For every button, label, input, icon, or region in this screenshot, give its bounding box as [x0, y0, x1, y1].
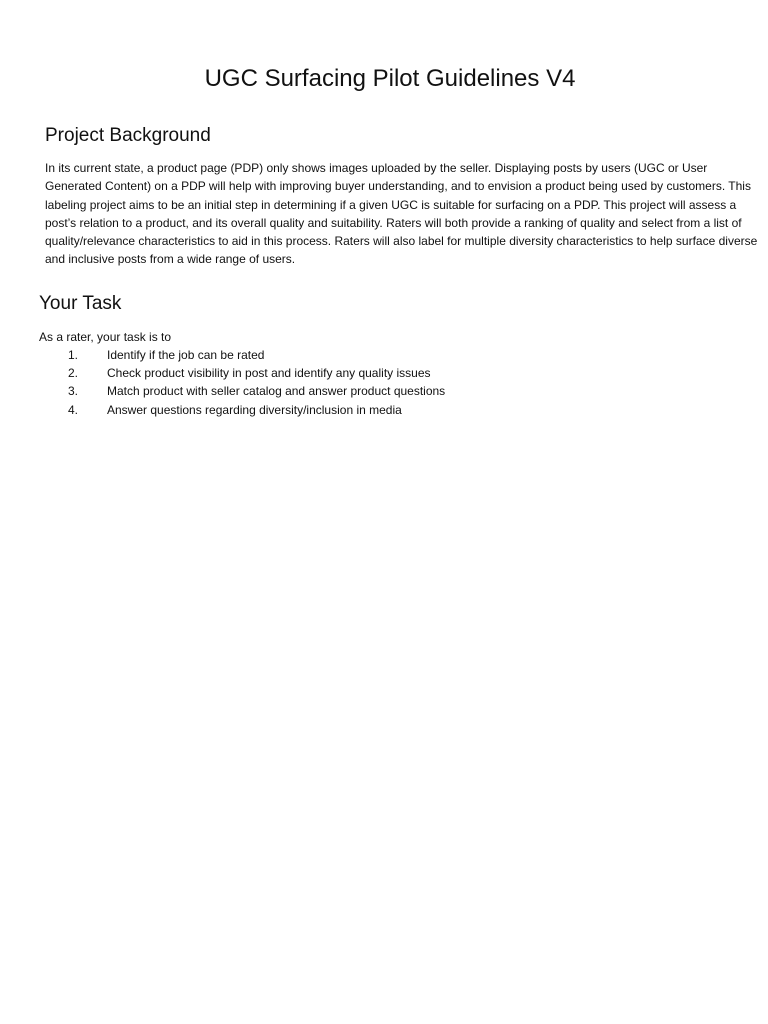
task-item-number: 4. — [68, 402, 79, 417]
task-item-text: Check product visibility in post and identify any quality issues — [107, 366, 431, 381]
project-background-heading: Project Background — [45, 125, 211, 146]
task-item-number: 2. — [68, 366, 79, 381]
task-list-item — [39, 346, 739, 364]
task-list — [39, 346, 739, 419]
task-intro-text: As a rater, your task is to — [39, 330, 172, 344]
task-item-text: Answer questions regarding diversity/inclusion in media — [107, 402, 402, 417]
task-item-text: Match product with seller catalog and answer product questions — [107, 384, 446, 399]
task-item-number: 3. — [68, 384, 79, 399]
task-list-item — [39, 382, 739, 400]
your-task-heading: Your Task — [39, 293, 122, 314]
task-list-item — [39, 401, 739, 419]
task-item-number: 1. — [68, 348, 79, 362]
project-background-paragraph: In its current state, a product page (PDP) only shows images uploaded by the seller. Displaying posts by users (UGC or User Generated Content) on a PDP will help with improving buyer understanding, and to envision a product being used by customers. This labeling project aims to be an initial step in determining if a given UGC is suitable for surfacing on a PDP. This project will assess a post’s relation to a product, and its overall quality and suitability. Raters will both provide a ranking of quality and select from a list of quality/relevance characteristics to aid in this process. Raters will also label for multiple diversity characteristics to help surface diverse and inclusive posts from a wide range of users. — [45, 161, 758, 267]
task-list-item — [39, 364, 739, 382]
document-title: UGC Surfacing Pilot Guidelines V4 — [204, 65, 576, 92]
task-item-text: Identify if the job can be rated — [107, 348, 265, 362]
